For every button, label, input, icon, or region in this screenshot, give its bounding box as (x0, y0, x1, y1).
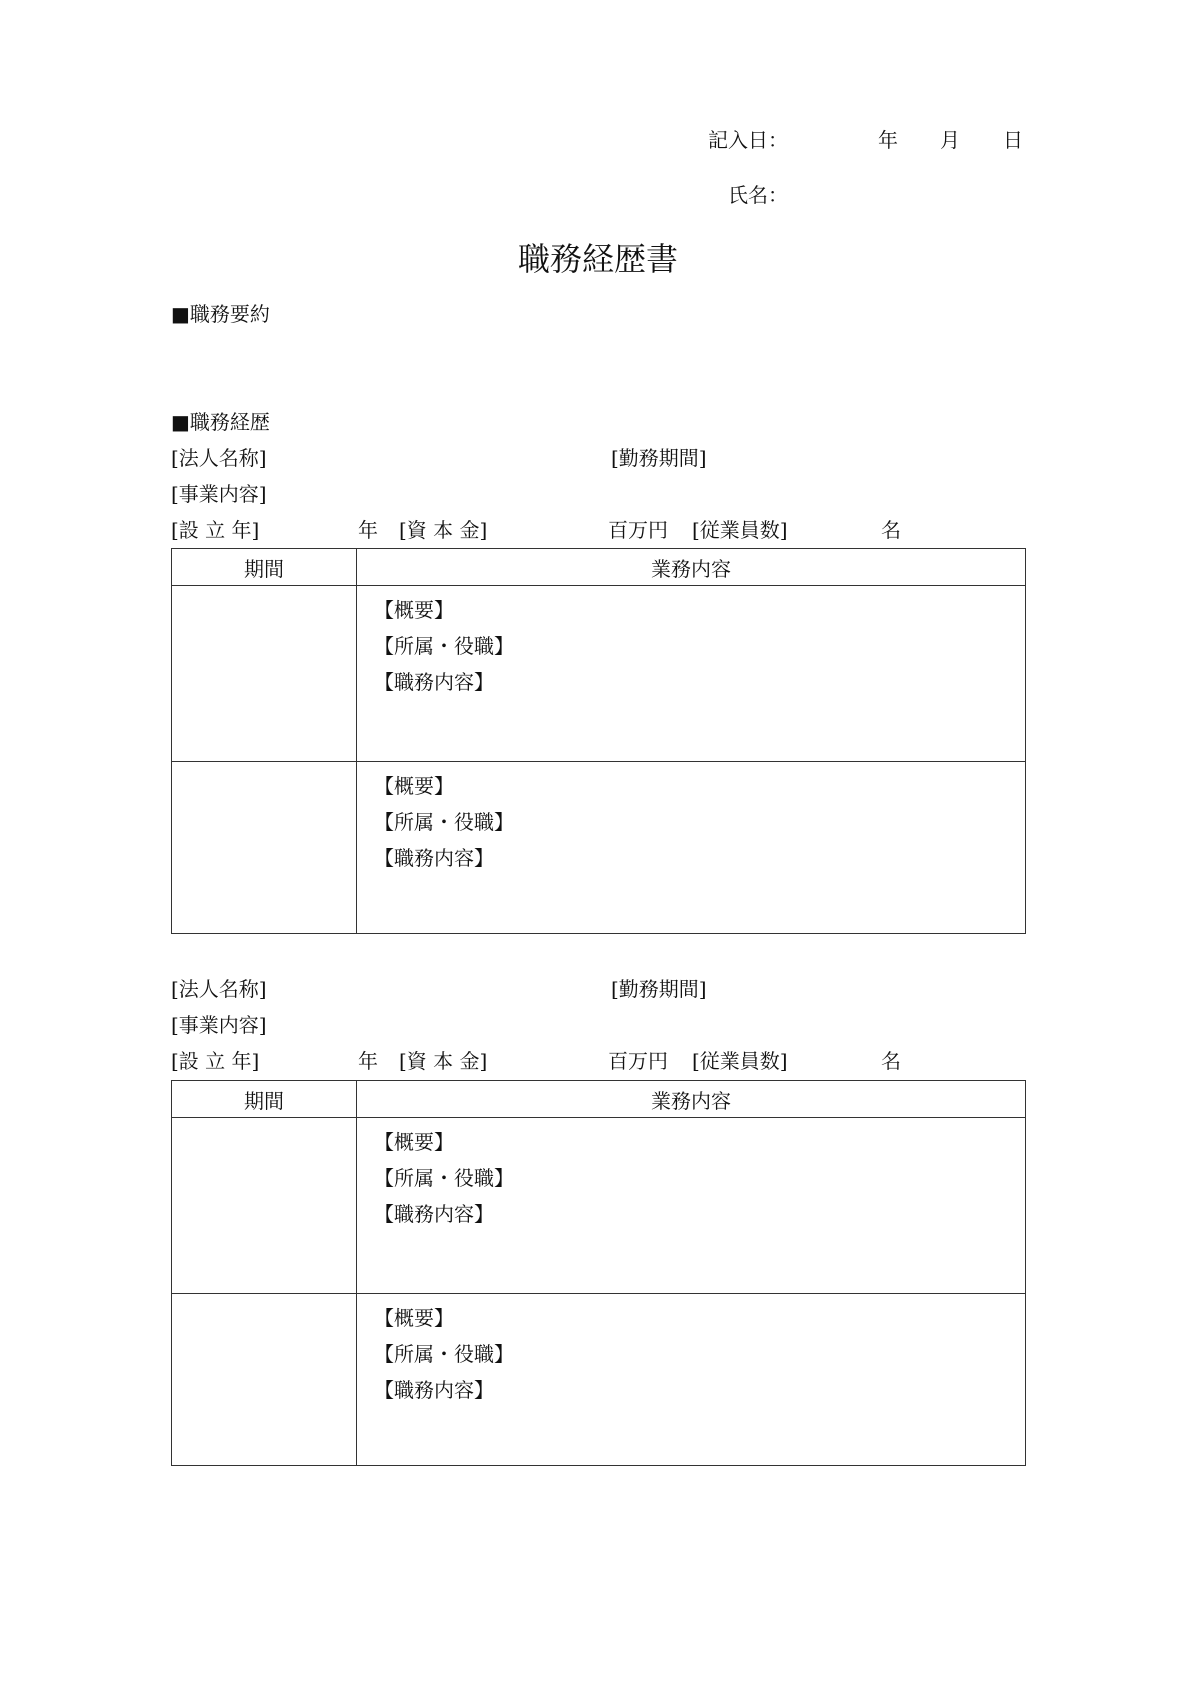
content-column-header: 業務内容 (357, 1081, 1026, 1118)
employment-period-label: [勤務期間] (611, 446, 707, 470)
content-cell[interactable] (357, 762, 1026, 934)
employees-label: [従業員数] (692, 518, 788, 542)
position-label: 【所属・役職】 (374, 1166, 514, 1190)
career-table (171, 1080, 1026, 1466)
content-cell[interactable] (357, 1118, 1026, 1294)
name-label: 氏名： (728, 183, 788, 207)
overview-label: 【概要】 (374, 1306, 454, 1330)
employees-unit: 名 (881, 1049, 901, 1073)
business-content-label: [事業内容] (171, 482, 267, 506)
employees-unit: 名 (881, 518, 901, 542)
business-content-label: [事業内容] (171, 1013, 267, 1037)
duties-label: 【職務内容】 (374, 846, 494, 870)
period-column-header: 期間 (172, 549, 357, 586)
table-row (172, 762, 1026, 934)
position-label: 【所属・役職】 (374, 634, 514, 658)
period-cell[interactable] (172, 586, 357, 762)
career-table (171, 548, 1026, 934)
period-cell[interactable] (172, 1294, 357, 1466)
overview-label: 【概要】 (374, 1130, 454, 1154)
content-column-header: 業務内容 (357, 549, 1026, 586)
employees-label: [従業員数] (692, 1049, 788, 1073)
period-cell[interactable] (172, 1118, 357, 1294)
table-header-row (172, 549, 1026, 586)
period-column-header: 期間 (172, 1081, 357, 1118)
table-header-row (172, 1081, 1026, 1118)
content-cell[interactable] (357, 1294, 1026, 1466)
date-month-label: 月 (940, 128, 960, 152)
capital-unit: 百万円 (608, 1049, 668, 1073)
employment-period-label: [勤務期間] (611, 977, 707, 1001)
overview-label: 【概要】 (374, 774, 454, 798)
capital-label: [資 本 金] (399, 1049, 488, 1073)
table-row (172, 1118, 1026, 1294)
founded-unit: 年 (358, 518, 378, 542)
position-label: 【所属・役職】 (374, 1342, 514, 1366)
capital-label: [資 本 金] (399, 518, 488, 542)
summary-heading: ■職務要約 (171, 302, 270, 326)
overview-label: 【概要】 (374, 598, 454, 622)
date-label: 記入日： (708, 128, 788, 152)
founded-label: [設 立 年] (171, 518, 260, 542)
duties-label: 【職務内容】 (374, 1202, 494, 1226)
company-name-label: [法人名称] (171, 977, 267, 1001)
content-cell[interactable] (357, 586, 1026, 762)
table-row (172, 1294, 1026, 1466)
capital-unit: 百万円 (608, 518, 668, 542)
table-row (172, 586, 1026, 762)
page-title: 職務経歴書 (518, 240, 679, 278)
history-heading: ■職務経歴 (171, 410, 270, 434)
date-day-label: 日 (1003, 128, 1023, 152)
founded-label: [設 立 年] (171, 1049, 260, 1073)
company-name-label: [法人名称] (171, 446, 267, 470)
duties-label: 【職務内容】 (374, 670, 494, 694)
period-cell[interactable] (172, 762, 357, 934)
date-year-label: 年 (878, 128, 898, 152)
position-label: 【所属・役職】 (374, 810, 514, 834)
duties-label: 【職務内容】 (374, 1378, 494, 1402)
founded-unit: 年 (358, 1049, 378, 1073)
